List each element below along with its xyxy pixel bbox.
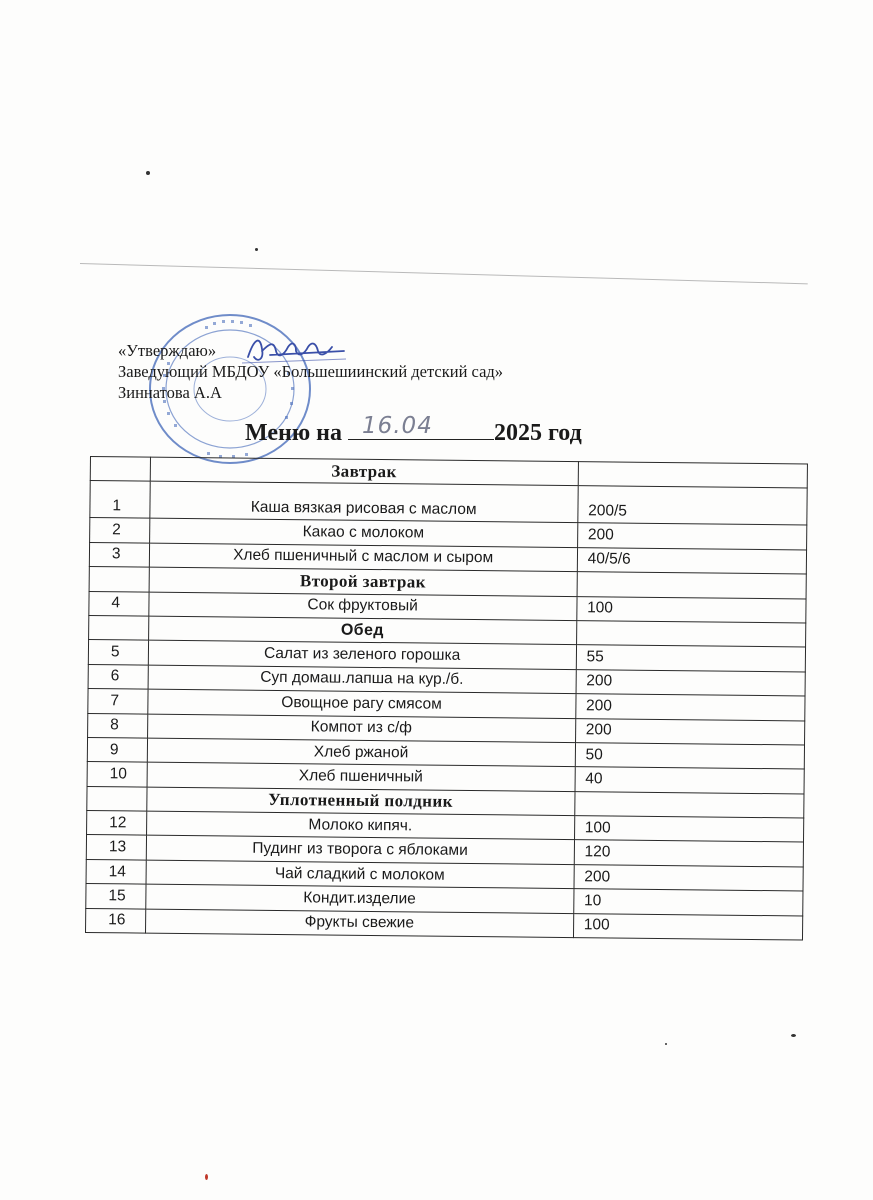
row-number: [90, 457, 150, 482]
row-number: 8: [88, 713, 148, 738]
approval-line-position: Заведующий МБДОУ «Большешиинский детский сад»: [118, 362, 504, 381]
section-title: Уплотненный полдник: [146, 787, 574, 816]
portion-size: 10: [573, 889, 803, 916]
dish-name: Компот из с/ф: [147, 714, 575, 743]
approval-block: [118, 340, 503, 403]
row-number: 12: [87, 811, 147, 836]
scan-speck: [255, 248, 258, 251]
portion-size: 200/5: [577, 486, 807, 525]
portion-size: 55: [576, 645, 806, 672]
portion-size: 200: [574, 864, 804, 891]
dish-name: Фрукты свежие: [145, 909, 573, 938]
scan-speck: [791, 1034, 796, 1037]
dish-name: Чай сладкий с молоком: [146, 860, 574, 889]
dish-name: Овощное рагу смясом: [147, 689, 575, 718]
portion-size: 100: [574, 816, 804, 843]
section-title: Завтрак: [150, 457, 578, 486]
dish-name: Салат из зеленого горошка: [148, 640, 576, 669]
portion-size: [574, 791, 804, 818]
portion-size: 100: [576, 596, 806, 623]
row-number: 14: [86, 859, 146, 884]
menu-title: [245, 413, 582, 447]
row-number: 7: [88, 689, 148, 714]
portion-size: [576, 621, 806, 648]
dish-name: Каша вязкая рисовая с маслом: [150, 482, 578, 523]
approval-line-name: Зиннатова А.А: [118, 383, 222, 402]
dish-name: Молоко кипяч.: [146, 811, 574, 840]
approval-line-approve: «Утверждаю»: [118, 341, 217, 360]
row-number: 6: [88, 664, 148, 689]
section-title: Обед: [148, 616, 576, 645]
portion-size: 50: [575, 743, 805, 770]
dish-name: Какао с молоком: [149, 519, 577, 548]
scan-edge-line: [80, 263, 808, 284]
portion-size: 120: [574, 840, 804, 867]
portion-size: 200: [575, 694, 805, 721]
menu-title-suffix: 2025 год: [493, 420, 582, 446]
dish-name: Хлеб пшеничный с маслом и сыром: [149, 543, 577, 572]
row-number: [89, 567, 149, 592]
portion-size: 200: [576, 669, 806, 696]
scan-speck: [665, 1043, 667, 1045]
date-handwritten: 16.04: [361, 413, 433, 439]
row-number: 13: [86, 835, 146, 860]
row-number: 15: [86, 884, 146, 909]
dish-name: Сок фруктовый: [149, 592, 577, 621]
dish-name: Хлеб пшеничный: [147, 762, 575, 791]
row-number: 1: [90, 481, 150, 519]
portion-size: 200: [577, 523, 807, 550]
menu-table: [85, 456, 808, 941]
dish-name: Хлеб ржаной: [147, 738, 575, 767]
portion-size: 40: [575, 767, 805, 794]
menu-table-container: [85, 456, 808, 941]
menu-title-prefix: Меню на: [245, 420, 342, 446]
portion-size: 200: [575, 718, 805, 745]
row-number: 3: [89, 542, 149, 567]
scan-speck: [146, 171, 150, 175]
date-field: [348, 413, 494, 440]
row-number: 9: [87, 737, 147, 762]
row-number: [87, 786, 147, 811]
portion-size: 100: [573, 913, 803, 940]
scan-speck: [205, 1174, 208, 1180]
portion-size: [577, 572, 807, 599]
portion-size: [578, 462, 808, 489]
portion-size: 40/5/6: [577, 547, 807, 574]
dish-name: Кондит.изделие: [145, 884, 573, 913]
section-title: Второй завтрак: [149, 567, 577, 596]
row-number: 4: [89, 591, 149, 616]
row-number: [89, 615, 149, 640]
row-number: 2: [90, 518, 150, 543]
dish-name: Суп домаш.лапша на кур./б.: [148, 665, 576, 694]
dish-name: Пудинг из творога с яблоками: [146, 836, 574, 865]
row-number: 5: [88, 640, 148, 665]
row-number: 16: [86, 908, 146, 933]
row-number: 10: [87, 762, 147, 787]
